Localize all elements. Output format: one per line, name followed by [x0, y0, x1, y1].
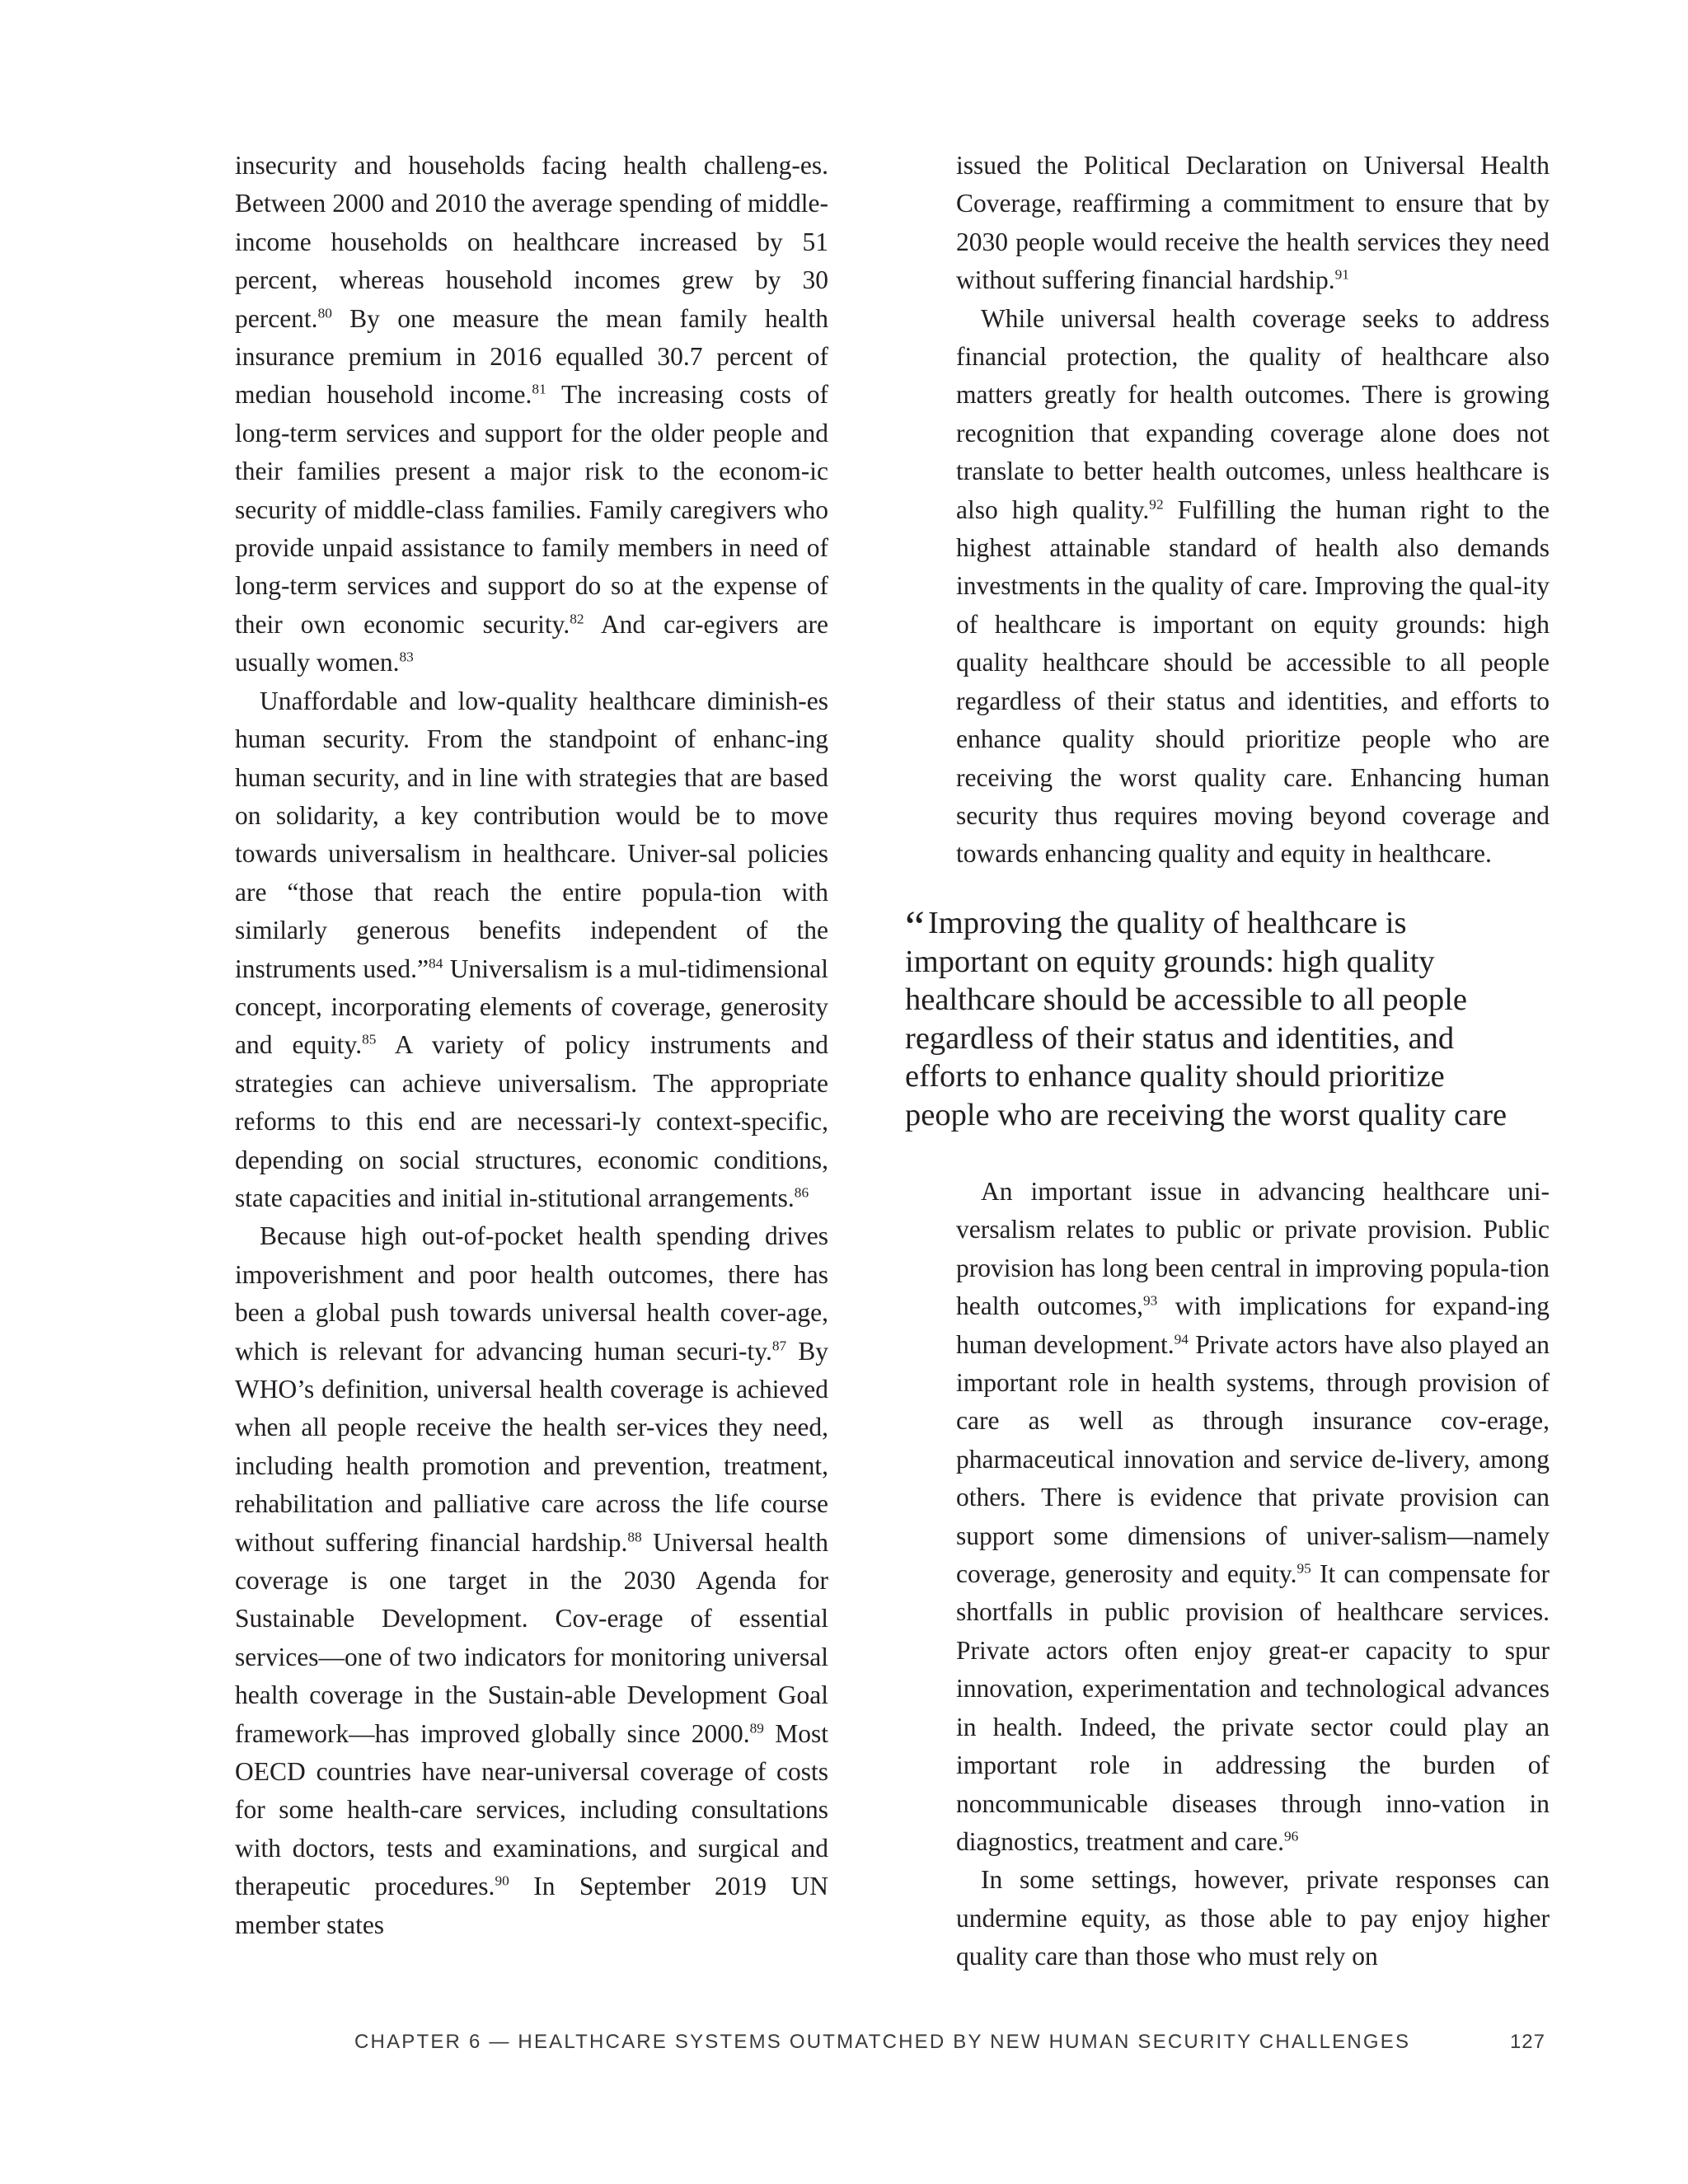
paragraph-text: Fulfilling the human right to the highest attainable standard of health also demands investments in the quality of care. Improving the qual-ity of healthcare is important on equity grounds: high quality healthcare should be accessible to all people regardless of their status and identities, and efforts to enhance quality should prioritize people who are receiving the worst quality care. Enhancing human security thus requires moving beyond coverage and towards enhancing quality and equity in healthcare.: [956, 494, 1550, 869]
pull-quote-line: important on equity grounds: high quality: [905, 944, 1435, 979]
paragraph-text: The increasing costs of long-term services and support for the older people and their families present a major risk to the econom-ic security of middle-class families. Family caregivers who provide unpaid assistance to family members in need of long-term services and support do so at the expense of their own economic security.: [235, 380, 828, 639]
paragraph: [235, 1217, 828, 1944]
paragraph: [956, 1861, 1550, 1975]
page-footer: [235, 2031, 1545, 2064]
pull-quote-line: “ Improving the quality of healthcare is: [905, 902, 1407, 951]
paragraph: [956, 300, 1550, 874]
paragraph-text: Universalism is a mul-tidimensional concept, incorporating elements of coverage, generosity and equity.: [235, 954, 828, 1060]
footnote-marker: 90: [495, 1872, 509, 1889]
paragraph: [235, 682, 828, 1218]
quote-mark-icon: “: [905, 902, 925, 951]
paragraph-text: By one measure the mean family health insurance premium in 2016 equalled 30.7 percent of median household income.: [235, 303, 828, 410]
footnote-marker: 86: [794, 1184, 809, 1201]
right-column-lower: [956, 1173, 1550, 1976]
footnote-marker: 95: [1296, 1560, 1311, 1577]
paragraph-text: And car-egivers are usually women.: [235, 609, 828, 677]
paragraph: [235, 147, 828, 682]
paragraph: [956, 1173, 1550, 1861]
footnote-marker: 96: [1283, 1828, 1299, 1844]
footnote-marker: 91: [1334, 266, 1349, 283]
paragraph: [956, 147, 1550, 300]
paragraph-text: Unaffordable and low-quality healthcare diminish-es human security. From the standpoint of enhanc-ing human security, and in line with strategies that are based on solidarity, a key contribution would be to move towards universalism in healthcare. Univer-sal policies are “those that reach the entire popula-tion with similarly generous benefits independent of the instruments used.”: [235, 686, 828, 983]
paragraph-text: In September 2019 UN member states: [235, 1872, 828, 1939]
paragraph-text: Most OECD countries have near-universal coverage of costs for some health-care services, including consultations with doctors, tests and examinations, and surgical and therapeutic procedures.: [235, 1718, 828, 1901]
right-column-upper: [956, 147, 1550, 874]
paragraph-text: Because high out-of-pocket health spending drives impoverishment and poor health outcomes, there has been a global push towards universal health cover-age, which is relevant for advancing human securi-ty.: [235, 1221, 828, 1366]
paragraph-text: Universal health coverage is one target in the 2030 Agenda for Sustainable Development. Cov-erage of essential services—one of two indicators for monitoring universal health coverage in the Sustain-able Development Goal framework—has improved globally since 2000.: [235, 1527, 828, 1748]
paragraph-text: It can compensate for shortfalls in public provision of healthcare services. Private actors often enjoy great-er capacity to spur innovation, experimentation and technological advances in health. Indeed, the private sector could play an important role in addressing the burden of noncommunicable diseases through inno-vation in diagnostics, treatment and care.: [956, 1559, 1550, 1856]
footnote-marker: 82: [570, 611, 584, 627]
pull-quote-line: healthcare should be accessible to all people: [905, 982, 1468, 1017]
left-column: [235, 147, 828, 1944]
paragraph-text: A variety of policy instruments and strategies can achieve universalism. The appropriate reforms to this end are necessari-ly context-specific, depending on social structures, economic conditions, state capacities and initial in-stitutional arrangements.: [235, 1030, 829, 1212]
footnote-marker: 88: [627, 1529, 642, 1545]
footnote-marker: 93: [1142, 1292, 1158, 1309]
paragraph-text: While universal health coverage seeks to address financial protection, the quality of healthcare also matters greatly for health outcomes. There is growing recognition that expanding coverage alone does not translate to better health outcomes, unless healthcare is also high quality.: [956, 303, 1550, 524]
footnote-marker: 84: [429, 955, 443, 972]
footnote-marker: 94: [1174, 1331, 1189, 1347]
footnote-marker: 92: [1149, 496, 1164, 513]
footnote-marker: 81: [532, 381, 546, 397]
paragraph-text: issued the Political Declaration on Universal Health Coverage, reaffirming a commitment to ensure that by 2030 people would receive the health services they need without suffering financial hardship.: [956, 151, 1550, 295]
footnote-marker: 89: [749, 1720, 764, 1736]
paragraph-text: By WHO’s definition, universal health coverage is achieved when all people receive the health ser-vices they need, including health promotion and prevention, treatment, rehabilitation and palliative care across the life course without suffering financial hardship.: [235, 1336, 828, 1557]
pull-quote-line: people who are receiving the worst quality care: [905, 1097, 1507, 1132]
pull-quote-line: efforts to enhance quality should prioritize: [905, 1059, 1445, 1094]
footnote-marker: 87: [771, 1338, 787, 1354]
footnote-marker: 83: [399, 649, 414, 665]
paragraph-text: insecurity and households facing health challeng-es. Between 2000 and 2010 the average spending of middle-income households on healthcare increased by 51 percent, whereas household incomes grew by 30 percent.: [235, 151, 828, 333]
paragraph-text: with implications for expand-ing human development.: [956, 1291, 1550, 1359]
running-head: CHAPTER 6 — HEALTHCARE SYSTEMS OUTMATCHED BY NEW HUMAN SECURITY CHALLENGES: [354, 2031, 1411, 2053]
pull-quote-line: regardless of their status and identities, and: [905, 1020, 1455, 1056]
paragraph-text: Private actors have also played an important role in health systems, through provision of care as well as through insurance cov-erage, pharmaceutical innovation and service de-livery, among others. There is evidence that private provision can support some dimensions of univer-salism—namely coverage, generosity and equity.: [956, 1329, 1550, 1589]
page-number: 127: [1509, 2031, 1545, 2053]
footnote-marker: 80: [317, 305, 332, 321]
paragraph-text: An important issue in advancing healthcare uni-versalism relates to public or private provision. Public provision has long been central in improving popula-tion health outcomes,: [956, 1177, 1550, 1321]
footnote-marker: 85: [362, 1031, 377, 1047]
pull-quote: [905, 904, 1556, 1134]
paragraph-text: In some settings, however, private responses can undermine equity, as those able to pay enjoy higher quality care than those who must rely on: [956, 1865, 1550, 1971]
